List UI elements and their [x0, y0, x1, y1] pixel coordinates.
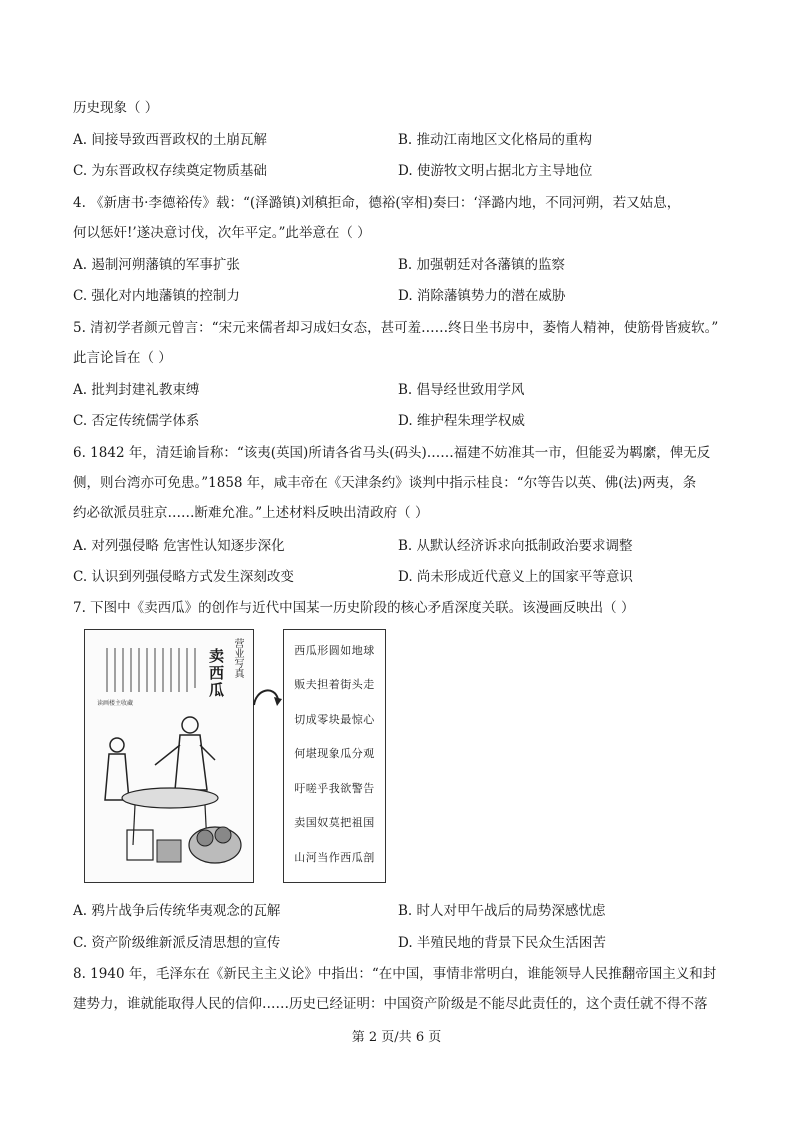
q5-option-a: A. 批判封建礼教束缚 — [73, 382, 200, 398]
q7-option-c: C. 资产阶级维新派反清思想的宣传 — [73, 935, 281, 951]
cartoon-image — [84, 629, 254, 883]
q3-option-b: B. 推动江南地区文化格局的重构 — [398, 132, 593, 148]
curved-arrow-icon — [250, 681, 284, 715]
q5-option-c: C. 否定传统儒学体系 — [73, 413, 200, 429]
q6-option-b: B. 从默认经济诉求向抵制政治要求调整 — [398, 538, 633, 554]
question-5-stem-1: 5. 清初学者颜元曾言：“宋元来儒者却习成妇女态，甚可羞……终日坐书房中，萎惰人精神，使筋骨皆疲软。” — [73, 320, 719, 336]
poem-line: 贩夫担着街头走 — [294, 678, 375, 691]
poem-box — [283, 629, 386, 883]
q3-option-d: D. 使游牧文明占据北方主导地位 — [398, 163, 593, 179]
q6-option-d: D. 尚未形成近代意义上的国家平等意识 — [398, 569, 633, 585]
question-8-stem-1: 8. 1940 年，毛泽东在《新民主主义论》中指出：“在中国，事情非常明白，谁能领导人民推翻帝国主义和封 — [73, 966, 717, 982]
cartoon-header: 营业写真 — [232, 638, 243, 678]
poem-line: 西瓜形圆如地球 — [294, 644, 375, 657]
question-6-stem-1: 6. 1842 年，清廷谕旨称：“该夷(英国)所请各省马头(码头)……福建不妨准其一市，但能妥为羁縻，俾无反 — [73, 445, 711, 461]
question-4-stem-2: 何以惩奸!’遂决意讨伐，次年平定。”此举意在（ ） — [73, 225, 371, 241]
q5-option-b: B. 倡导经世致用学风 — [398, 382, 525, 398]
q6-option-a: A. 对列强侵略 危害性认知逐步深化 — [73, 538, 285, 554]
poem-line: 切成零块最惊心 — [294, 713, 375, 726]
poem-line: 卖国奴莫把祖国 — [294, 816, 375, 829]
page-footer: 第 2 页/共 6 页 — [351, 1030, 442, 1045]
question-6-stem-2: 侧，则台湾亦可免患。”1858 年，咸丰帝在《天津条约》谈判中指示桂良：“尔等告以英、佛(法)两夷，条 — [73, 475, 697, 491]
q7-option-d: D. 半殖民地的背景下民众生活困苦 — [398, 935, 606, 951]
question-6-stem-3: 约必欲派员驻京……断难允准。”上述材料反映出清政府（ ） — [73, 505, 429, 521]
q3-option-a: A. 间接导致西晋政权的土崩瓦解 — [73, 132, 267, 148]
q7-option-a: A. 鸦片战争后传统华夷观念的瓦解 — [73, 903, 281, 919]
poem-line: 何堪现象瓜分观 — [294, 747, 375, 760]
cartoon-title: 卖西瓜 — [207, 648, 225, 699]
poem-line: 山河当作西瓜剖 — [294, 851, 375, 864]
question-7-stem: 7. 下图中《卖西瓜》的创作与近代中国某一历史阶段的核心矛盾深度关联。该漫画反映出（ ） — [73, 600, 635, 616]
q4-option-a: A. 遏制河朔藩镇的军事扩张 — [73, 257, 240, 273]
q6-option-c: C. 认识到列强侵略方式发生深刻改变 — [73, 569, 294, 585]
q4-option-b: B. 加强朝廷对各藩镇的监察 — [398, 257, 566, 273]
cartoon-illustration — [85, 630, 253, 882]
question-5-stem-2: 此言论旨在（ ） — [73, 350, 172, 366]
q5-option-d: D. 维护程朱理学权威 — [398, 413, 525, 429]
cartoon-caption: 读画楼主收藏 — [97, 700, 134, 707]
q3-option-c: C. 为东晋政权存续奠定物质基础 — [73, 163, 267, 179]
question-3-stem-end: 历史现象（ ） — [73, 100, 159, 116]
q4-option-d: D. 消除藩镇势力的潜在威胁 — [398, 288, 566, 304]
question-7-figure — [84, 629, 384, 886]
q7-option-b: B. 时人对甲午战后的局势深感忧虑 — [398, 903, 606, 919]
q4-option-c: C. 强化对内地藩镇的控制力 — [73, 288, 240, 304]
question-8-stem-2: 建势力，谁就能取得人民的信仰……历史已经证明：中国资产阶级是不能尽此责任的，这个责任就不得不落 — [73, 996, 708, 1012]
poem-line: 吁嗟乎我欲警告 — [294, 782, 375, 795]
question-4-stem-1: 4. 《新唐书·李德裕传》载：“(泽潞镇)刘稹拒命，德裕(宰相)奏曰：‘泽潞内地，不同河朔，若又姑息， — [73, 195, 681, 211]
